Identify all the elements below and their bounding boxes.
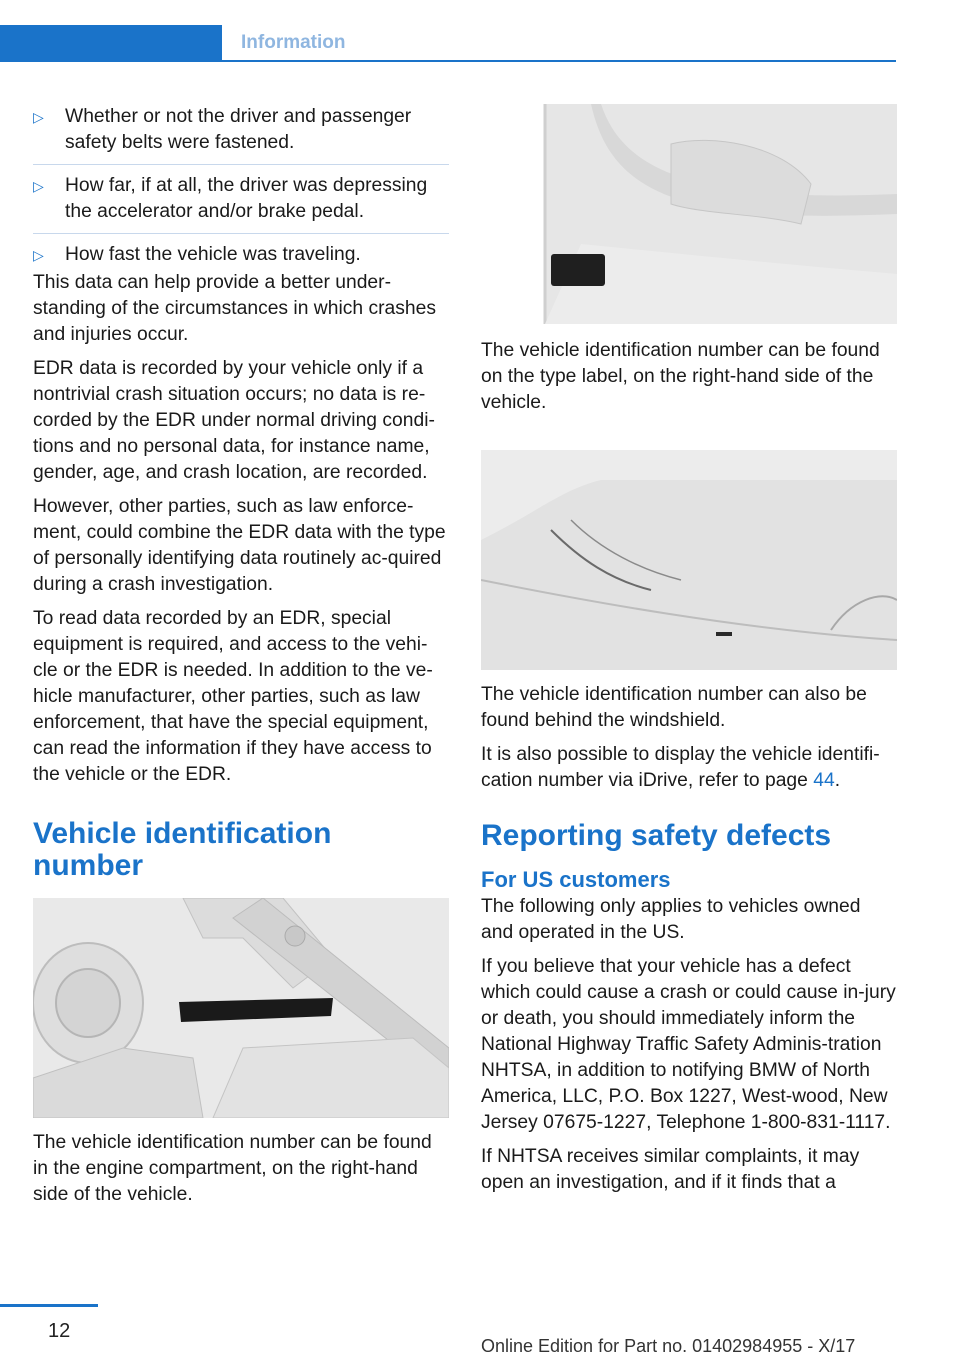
section-title: Information: [241, 32, 346, 53]
paragraph: If you believe that your vehicle has a defect which could cause a crash or could cause in-jury or death, you should immediately inform the National Highway Traffic Safety Adminis-tration NHTSA, in addition to notifying BMW of North America, LLC, P.O. Box 1227, West-wood, New Jersey 07675-1227, Telephone 1-800-831-1117.: [481, 956, 896, 1133]
figure-caption: The vehicle identification number can be found in the engine compartment, on the right-hand side of the vehicle.: [33, 1132, 432, 1205]
header-accent-bar: [0, 25, 222, 62]
list-item: ▷ Whether or not the driver and passenger safety belts were fastened.: [33, 104, 449, 165]
windshield-illustration: [481, 450, 897, 670]
engine-compartment-illustration: [33, 898, 449, 1118]
footer-rule: [0, 1304, 98, 1307]
header-rule: [222, 60, 896, 62]
right-column: [481, 104, 897, 1204]
paragraph: However, other parties, such as law enforce-ment, could combine the EDR data with the type of personally identifying data routinely ac-quired during a crash investigation.: [33, 496, 446, 595]
triangle-bullet-icon: ▷: [33, 247, 44, 263]
paragraph: It is also possible to display the vehicle identifi-cation number via iDrive, refer to page 44.: [481, 744, 880, 791]
paragraph: If NHTSA receives similar complaints, it may open an investigation, and if it finds that a: [481, 1146, 860, 1193]
list-item: ▷ How far, if at all, the driver was depressing the accelerator and/or brake pedal.: [33, 173, 449, 234]
subsection-heading: For US customers: [481, 867, 671, 892]
paragraph: This data can help provide a better under-standing of the circumstances in which crashes and injuries occur.: [33, 272, 436, 345]
section-heading: Vehicle identification number: [33, 817, 332, 882]
paragraph: The following only applies to vehicles owned and operated in the US.: [481, 896, 861, 943]
page-number: 12: [48, 1320, 71, 1342]
type-label-illustration: [481, 104, 897, 324]
left-column: [33, 104, 449, 1216]
section-heading: Reporting safety defects: [481, 819, 832, 852]
list-item: ▷ How fast the vehicle was traveling.: [33, 242, 449, 270]
figure-caption: The vehicle identification number can also be found behind the windshield.: [481, 684, 867, 731]
paragraph: EDR data is recorded by your vehicle only if a nontrivial crash situation occurs; no data is re-corded by the EDR under normal driving condi-tions and no personal data, for instance name, gender, age, and crash location, are recorded.: [33, 358, 435, 483]
paragraph: To read data recorded by an EDR, special equipment is required, and access to the vehi-cle or the EDR is needed. In addition to the ve-hicle manufacturer, other parties, such as law enforcement, that have the special equipment, can read the information if they have access to the vehicle or the EDR.: [33, 608, 433, 785]
edition-note: Online Edition for Part no. 01402984955 - X/17: [481, 1336, 856, 1356]
figure-caption: The vehicle identification number can be found on the type label, on the right-hand side of the vehicle.: [481, 340, 880, 413]
page-reference-link[interactable]: 44: [813, 770, 835, 791]
triangle-bullet-icon: ▷: [33, 109, 44, 125]
triangle-bullet-icon: ▷: [33, 178, 44, 194]
